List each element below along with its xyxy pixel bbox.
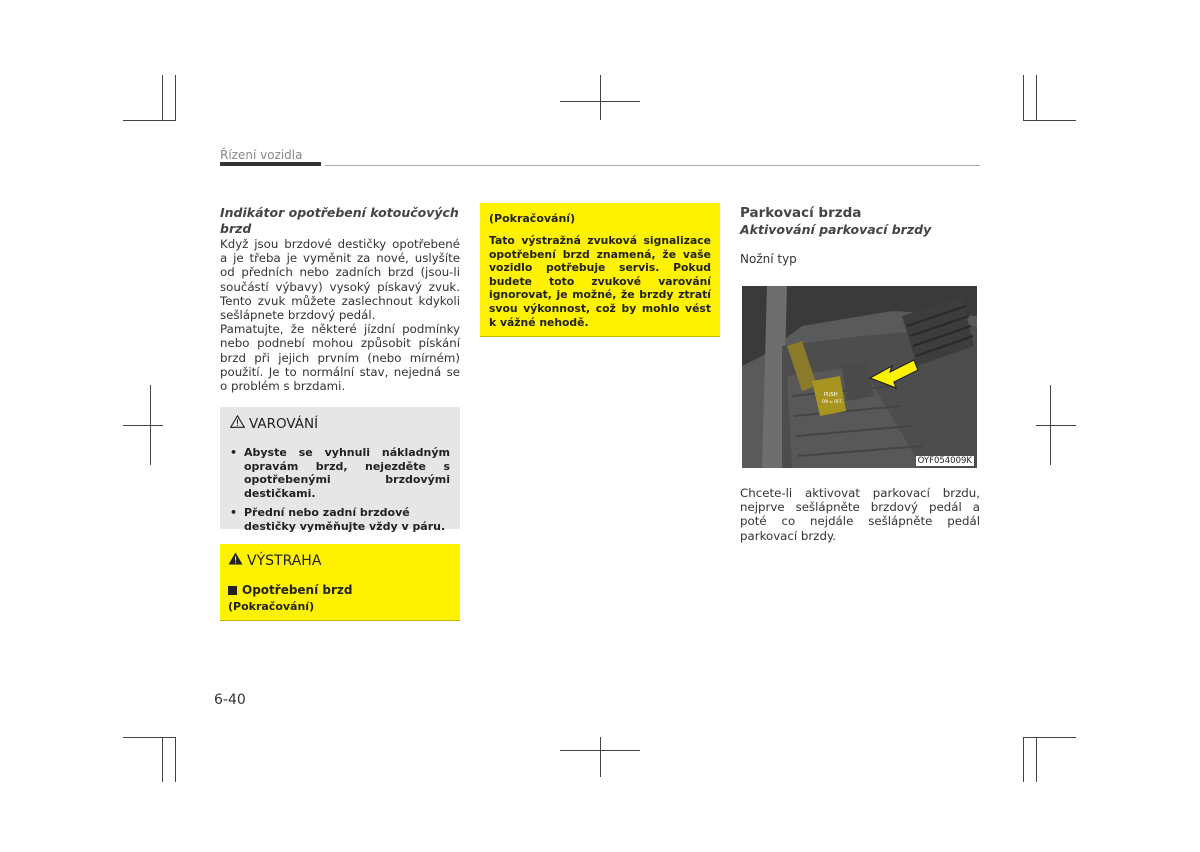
crop-mark xyxy=(1023,120,1076,121)
parking-brake-pedal-image xyxy=(742,286,977,468)
continued-label: (Pokračování) xyxy=(228,600,315,613)
crop-mark xyxy=(600,737,601,777)
crop-mark xyxy=(600,75,601,120)
paragraph: Pamatujte, že některé jízdní podmínky nebo podnebí mohou způsobit pískání brzd při jejich prvním (nebo mírném) použití. Je to normální stav, nejedná se o problém s brzdami. xyxy=(220,322,460,394)
crop-mark xyxy=(560,750,640,751)
crop-mark xyxy=(175,737,176,782)
image-code: OYF054009K xyxy=(917,456,972,466)
warning-triangle-icon xyxy=(228,552,243,569)
crop-mark xyxy=(175,75,176,120)
crop-mark xyxy=(123,120,176,121)
paragraph: Když jsou brzdové destičky opotřebené a je třeba je vyměnit za nové, uslyšíte od předních nebo zadních brzd (jsou-li součástí výbavy) vysoký pískavý zvuk. Tento zvuk můžete zaslechnout kdykoli sešlápnete brzdový pedál. xyxy=(220,237,460,323)
warning-title xyxy=(230,415,450,432)
continued-label: (Pokračování) xyxy=(489,212,576,225)
crop-mark xyxy=(1023,75,1024,120)
bullet: • xyxy=(230,506,238,519)
caution-title-text: VÝSTRAHA xyxy=(247,552,322,569)
bullet: • xyxy=(230,446,238,459)
list-item-text: Přední nebo zadní brzdové destičky vyměňujte vždy v páru. xyxy=(244,506,446,533)
crop-mark xyxy=(1036,737,1037,782)
column-left xyxy=(220,205,460,393)
caution-continued-box xyxy=(480,203,720,337)
header-rule xyxy=(325,165,980,166)
crop-mark xyxy=(123,737,176,738)
warning-triangle-icon xyxy=(230,415,245,432)
page-number: 6-40 xyxy=(214,692,246,708)
subsection-heading: Aktivování parkovací brzdy xyxy=(740,222,932,237)
section-title: Parkovací brzda xyxy=(740,205,862,221)
subsection-heading: Indikátor opotřebení kotoučových brzd xyxy=(220,205,459,236)
paragraph: Chcete-li aktivovat parkovací brzdu, nejprve sešlápněte brzdový pedál a poté co nejdále sešlápněte pedál parkovací brzdy. xyxy=(740,486,980,543)
caution-text: Tato výstražná zvuková signalizace opotřebení brzd znamená, že vaše vozidlo potřebuje servis. Pokud budete toto zvukové varování ignorovat, je možné, že brzdy ztratí svou výkonnost, což by mohlo vést k vážné nehodě. xyxy=(489,234,711,329)
pedal-illustration xyxy=(742,286,977,468)
caution-subtitle-text: Opotřebení brzd xyxy=(242,583,353,597)
caution-box xyxy=(220,544,460,621)
caution-subtitle xyxy=(228,583,452,597)
header-bar xyxy=(220,162,321,166)
list-item-text: Abyste se vyhnuli nákladným opravám brzd, nejezděte s opotřebenými brzdovými destičkami. xyxy=(244,446,450,500)
pedal-onoff-label: ON ⇔ OFF xyxy=(822,399,842,404)
column-right xyxy=(740,205,980,238)
type-label: Nožní typ xyxy=(740,252,797,266)
square-bullet-icon xyxy=(228,586,237,595)
crop-mark xyxy=(1023,737,1076,738)
crop-mark xyxy=(1036,75,1037,120)
caution-title xyxy=(228,552,452,569)
pedal-push-label: PUSH xyxy=(824,392,838,398)
crop-mark xyxy=(162,75,163,120)
warning-title-text: VAROVÁNÍ xyxy=(249,415,319,432)
crop-mark xyxy=(1036,425,1076,426)
crop-mark xyxy=(162,737,163,782)
section-header: Řízení vozidla xyxy=(220,148,303,162)
list-item xyxy=(230,446,450,500)
crop-mark xyxy=(123,425,163,426)
list-item xyxy=(230,506,450,533)
crop-mark xyxy=(1023,737,1024,782)
warning-list xyxy=(230,446,450,533)
warning-box xyxy=(220,407,460,533)
crop-mark xyxy=(560,101,640,102)
